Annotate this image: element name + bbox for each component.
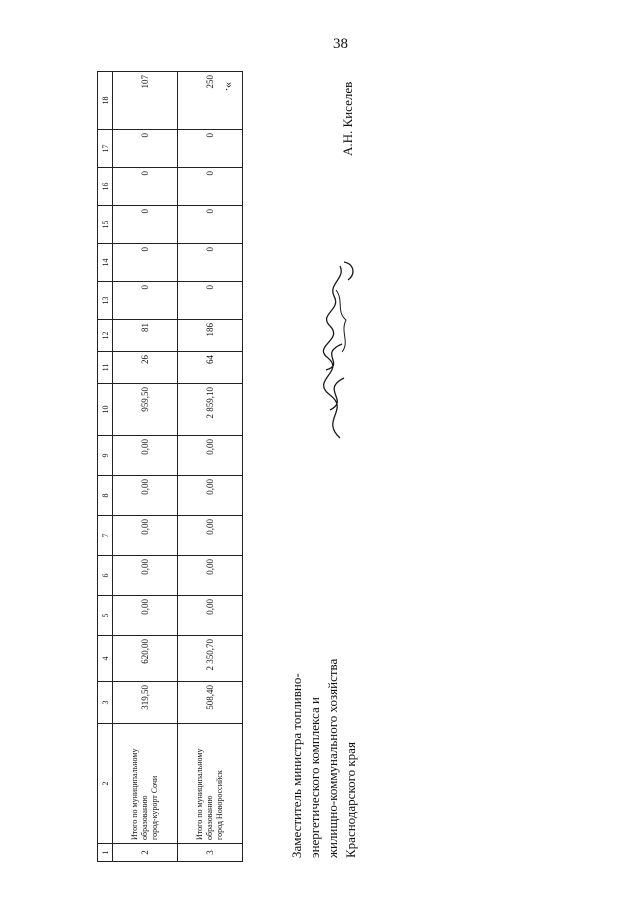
row-name-line: образованию [140,795,149,840]
cell-col17: 0 [178,130,243,168]
row-name-line: Итого по муниципальному [195,748,204,840]
header-cell: 12 [98,320,113,352]
cell-col17: 0 [113,130,178,168]
header-cell: 7 [98,516,113,556]
cell-col12: 81 [113,320,178,352]
header-cell: 15 [98,206,113,244]
header-cell: 11 [98,352,113,384]
row-name [178,724,243,844]
cell-col16: 0 [178,168,243,206]
cell-col13: 0 [178,282,243,320]
cell-col5: 0,00 [113,596,178,636]
header-cell: 5 [98,596,113,636]
cell-col18: 107 [113,72,178,130]
signer-title-line: энергетического комплекса и [307,697,322,858]
table-row [113,72,178,862]
cell-col4: 620,00 [113,636,178,682]
header-cell: 13 [98,282,113,320]
header-cell: 2 [98,724,113,844]
cell-col18: 250 [178,72,243,130]
cell-col12: 186 [178,320,243,352]
cell-col14: 0 [113,244,178,282]
signer-title-line: жилищно-коммунального хозяйства [325,658,340,858]
signer-title-line: Краснодарского края [343,742,358,858]
row-name-line: образованию [205,795,214,840]
header-cell: 3 [98,682,113,724]
row-number: 2 [113,844,178,862]
data-table [97,71,243,862]
row-name [113,724,178,844]
page-number: 38 [333,36,348,52]
signer-name: А.Н. Киселев [340,81,355,156]
cell-col9: 0,00 [113,436,178,476]
row-number: 3 [178,844,243,862]
cell-col4: 2 350,70 [178,636,243,682]
signer-title-line: Заместитель министра топливно- [289,673,304,858]
header-cell: 1 [98,844,113,862]
cell-col3: 319,50 [113,682,178,724]
cell-col10: 959,50 [113,384,178,436]
cell-col8: 0,00 [178,476,243,516]
cell-col14: 0 [178,244,243,282]
header-cell: 16 [98,168,113,206]
cell-col7: 0,00 [178,516,243,556]
header-cell: 9 [98,436,113,476]
cell-col15: 0 [113,206,178,244]
cell-col11: 64 [178,352,243,384]
header-cell: 6 [98,556,113,596]
row-name-line: город Новороссийск [215,770,224,840]
header-cell: 18 [98,72,113,130]
table-row [178,72,243,862]
handwritten-signature [300,260,360,440]
signer-title [288,598,360,858]
cell-col10: 2 859,10 [178,384,243,436]
cell-col15: 0 [178,206,243,244]
cell-col11: 26 [113,352,178,384]
header-cell: 14 [98,244,113,282]
table-header-row [98,72,113,862]
cell-col3: 508,40 [178,682,243,724]
cell-col6: 0,00 [113,556,178,596]
closing-quote-mark: ». [223,82,237,91]
cell-col9: 0,00 [178,436,243,476]
cell-col6: 0,00 [178,556,243,596]
header-cell: 17 [98,130,113,168]
row-name-line: город-курорт Сочи [150,775,159,840]
header-cell: 4 [98,636,113,682]
cell-col16: 0 [113,168,178,206]
cell-col8: 0,00 [113,476,178,516]
header-cell: 8 [98,476,113,516]
row-name-line: Итого по муниципальному [130,748,139,840]
cell-col5: 0,00 [178,596,243,636]
header-cell: 10 [98,384,113,436]
cell-col7: 0,00 [113,516,178,556]
cell-col13: 0 [113,282,178,320]
